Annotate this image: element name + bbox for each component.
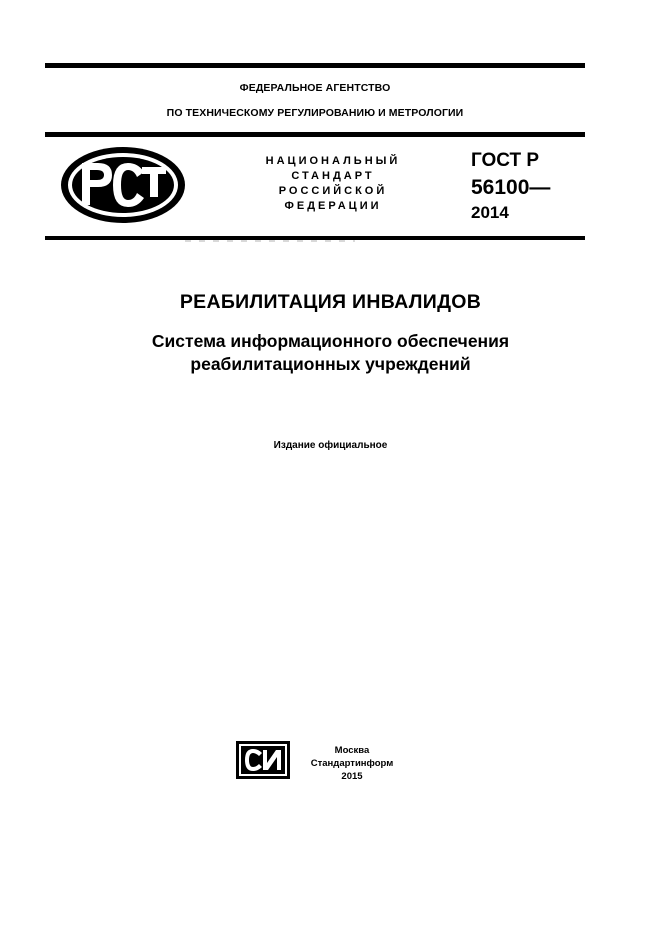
rst-gost-logo-icon bbox=[58, 145, 188, 225]
document-title: РЕАБИЛИТАЦИЯ ИНВАЛИДОВ bbox=[179, 291, 482, 313]
publisher-year: 2015 bbox=[341, 771, 363, 782]
edition-note: Издание официальное bbox=[273, 440, 388, 451]
agency-name-line-1: ФЕДЕРАЛЬНОЕ АГЕНТСТВО bbox=[239, 82, 391, 94]
standard-type-line-3: РОССИЙСКОЙ bbox=[278, 185, 388, 197]
document-subtitle bbox=[0, 330, 661, 376]
designation-year: 2014 bbox=[471, 203, 509, 222]
standard-type-line-2: СТАНДАРТ bbox=[291, 170, 375, 182]
middle-rule bbox=[45, 132, 585, 137]
standartinform-logo-icon bbox=[236, 741, 290, 779]
designation-number: 56100— bbox=[471, 176, 551, 199]
publisher-name: Стандартинформ bbox=[310, 758, 394, 769]
document-subtitle-line-2: реабилитационных учреждений bbox=[190, 354, 471, 374]
publisher-city: Москва bbox=[334, 745, 370, 756]
standard-type-block bbox=[248, 154, 418, 214]
scan-artifact bbox=[185, 238, 355, 242]
publisher-block bbox=[300, 744, 404, 783]
standard-type-line-1: НАЦИОНАЛЬНЫЙ bbox=[265, 155, 401, 167]
standard-type-line-4: ФЕДЕРАЦИИ bbox=[284, 200, 382, 212]
agency-name-line-2: ПО ТЕХНИЧЕСКОМУ РЕГУЛИРОВАНИЮ И МЕТРОЛОГИИ bbox=[166, 107, 464, 119]
top-rule bbox=[45, 63, 585, 68]
designation-prefix: ГОСТ Р bbox=[471, 150, 540, 171]
document-subtitle-line-1: Система информационного обеспечения bbox=[151, 331, 510, 351]
standard-designation bbox=[471, 148, 550, 224]
